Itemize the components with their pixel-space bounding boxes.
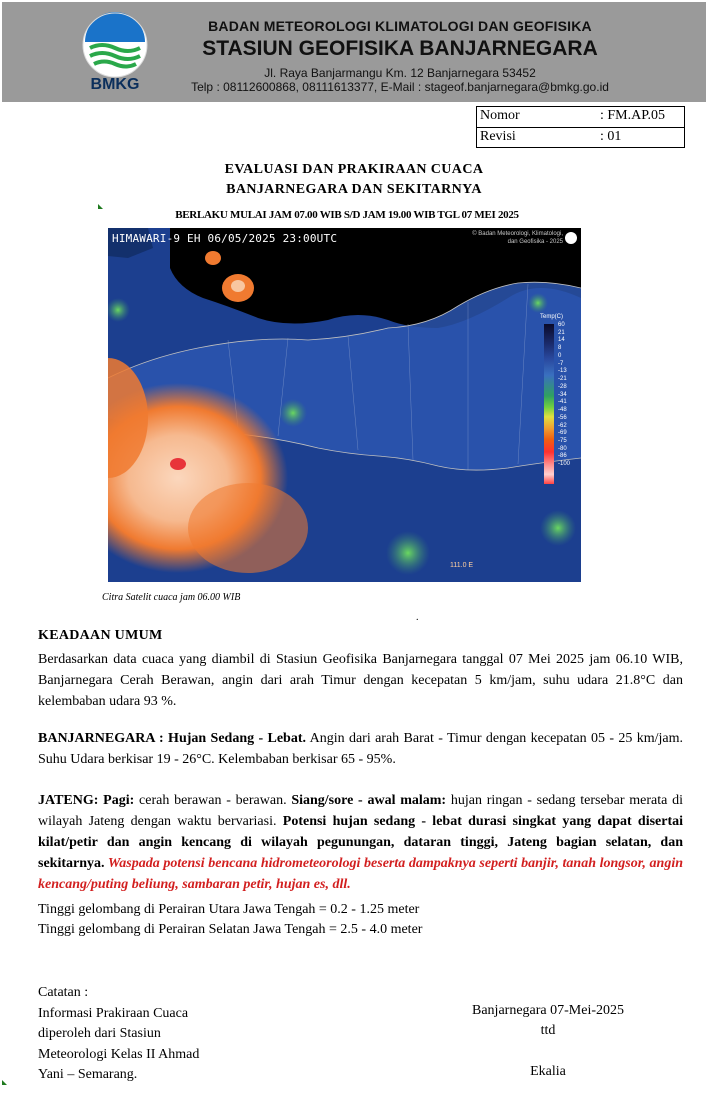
wave-height-south: Tinggi gelombang di Perairan Selatan Jawa Tengah = 2.5 - 4.0 meter (38, 922, 423, 937)
legend-label: -80 (558, 445, 567, 452)
letterhead (2, 2, 706, 102)
longitude-label: 111.0 E (450, 562, 474, 569)
legend-label: -48 (558, 407, 567, 414)
jateng-forecast (38, 790, 683, 895)
signature-name: Ekalia (530, 1064, 566, 1079)
corner-mark-icon (2, 1080, 7, 1085)
meta-value: : 01 (600, 129, 622, 144)
station-name: STASIUN GEOFISIKA BANJARNEGARA (202, 37, 598, 60)
credit-line: dan Geofisika - 2025 (507, 239, 563, 245)
siang-label: Siang/sore - awal malam: (286, 793, 447, 808)
bmkg-logo (82, 12, 148, 78)
legend-label: -28 (558, 383, 567, 390)
legend-label: -62 (558, 422, 567, 429)
legend-label: -56 (558, 414, 567, 421)
notes-block (38, 983, 199, 1086)
validity-period: BERLAKU MULAI JAM 07.00 WIB S/D JAM 19.00 WIB TGL 07 MEI 2025 (175, 209, 519, 221)
pagi-label: Pagi: (98, 793, 135, 808)
credit-line: © Badan Meteorologi, Klimatologi, (472, 231, 563, 237)
banjarnegara-forecast-heading: BANJARNEGARA : Hujan Sedang - Lebat. (38, 731, 307, 746)
legend-label: -75 (558, 438, 567, 445)
signature-ttd: ttd (540, 1023, 556, 1038)
legend-label: 60 (558, 322, 565, 328)
meta-label: Nomor (480, 108, 520, 123)
meta-value: : FM.AP.05 (600, 108, 665, 123)
image-caption: Citra Satelit cuaca jam 06.00 WIB (102, 592, 241, 603)
legend-labels (558, 322, 578, 469)
potensi-text: Potensi hujan sedang - lebat durasi singkat yang dapat disertai kilat/petir dan angin kencang di wilayah pegunungan, dataran tinggi, Jateng bagian selatan, dan sekitarnya. (38, 814, 684, 871)
note-line: Meteorologi Kelas II Ahmad (38, 1046, 200, 1062)
hydromet-warning: Waspada potensi bencana hidrometeorologi beserta dampaknya seperti banjir, tanah longsor, angin kencang/puting beliung, sambaran petir, hujan es, dll. (38, 856, 683, 892)
section-heading-keadaan-umum: KEADAAN UMUM (38, 628, 163, 643)
satellite-map (108, 228, 581, 582)
note-line: Catatan : (38, 985, 89, 1000)
legend-label: -86 (558, 453, 567, 460)
legend-label: -21 (558, 376, 567, 383)
signature-place-date: Banjarnegara 07-Mei-2025 (472, 1003, 624, 1018)
legend-label: -34 (558, 391, 567, 398)
legend-label: -13 (558, 368, 567, 375)
document-subtitle: BANJARNEGARA DAN SEKITARNYA (226, 182, 482, 197)
legend-label: -7 (558, 360, 564, 367)
banjarnegara-forecast-text: Angin dari arah Barat - Timur dengan kecepatan 05 - 25 km/jam. Suhu Udara berkisar 19 - 26°C. Kelembaban berkisar 65 - 95%. (38, 731, 683, 767)
temperature-color-bar (544, 324, 554, 484)
satellite-image (108, 228, 581, 582)
legend-label: -69 (558, 430, 567, 437)
note-line: Informasi Prakiraan Cuaca (38, 1005, 189, 1021)
station-address: Jl. Raya Banjarmangu Km. 12 Banjarnegara 53452 (264, 66, 536, 80)
document-title: EVALUASI DAN PRAKIRAAN CUACA (224, 162, 484, 177)
legend-label: 14 (558, 337, 565, 344)
legend-label: -41 (558, 399, 567, 406)
meta-label: Revisi (480, 129, 516, 144)
bmkg-mini-logo-icon (565, 232, 577, 244)
legend-label: 0 (558, 352, 562, 359)
note-line: diperoleh dari Stasiun (38, 1026, 161, 1041)
note-line: Yani – Semarang. (38, 1067, 138, 1082)
general-conditions-text: Berdasarkan data cuaca yang diambil di Stasiun Geofisika Banjarnegara tanggal 07 Mei 2025 jam 06.10 WIB, Banjarnegara Cerah Berawan, angin dari arah Timur dengan kecepatan 5 km/jam, suhu udara 21.8°C dan kelembaban udara 93 %. (38, 652, 683, 709)
satellite-credit (447, 230, 563, 246)
meta-row-revisi (477, 127, 684, 148)
logo-text: BMKG (90, 76, 140, 93)
stray-dot: . (416, 612, 419, 623)
wave-height-north: Tinggi gelombang di Perairan Utara Jawa Tengah = 0.2 - 1.25 meter (38, 902, 420, 917)
legend-title: Temp(C) (540, 314, 564, 320)
legend-label: 21 (558, 329, 565, 336)
siang-text: hujan ringan - sedang tersebar merata di wilayah Jateng dengan waktu bervariasi. (38, 793, 684, 829)
jateng-label: JATENG: (38, 793, 99, 808)
document-meta-box (476, 106, 685, 148)
pagi-text: cerah berawan - berawan. (134, 793, 287, 808)
banjarnegara-forecast (38, 728, 683, 770)
organization-name: BADAN METEOROLOGI KLIMATOLOGI DAN GEOFISIKA (208, 18, 592, 34)
meta-row-nomor (477, 107, 684, 127)
satellite-title: HIMAWARI-9 EH 06/05/2025 23:00UTC (112, 232, 338, 245)
legend-label: 8 (558, 345, 562, 352)
legend-label: -100 (558, 461, 571, 468)
station-contact: Telp : 08112600868, 08111613377, E-Mail : stageof.banjarnegara@bmkg.go.id (191, 80, 609, 94)
